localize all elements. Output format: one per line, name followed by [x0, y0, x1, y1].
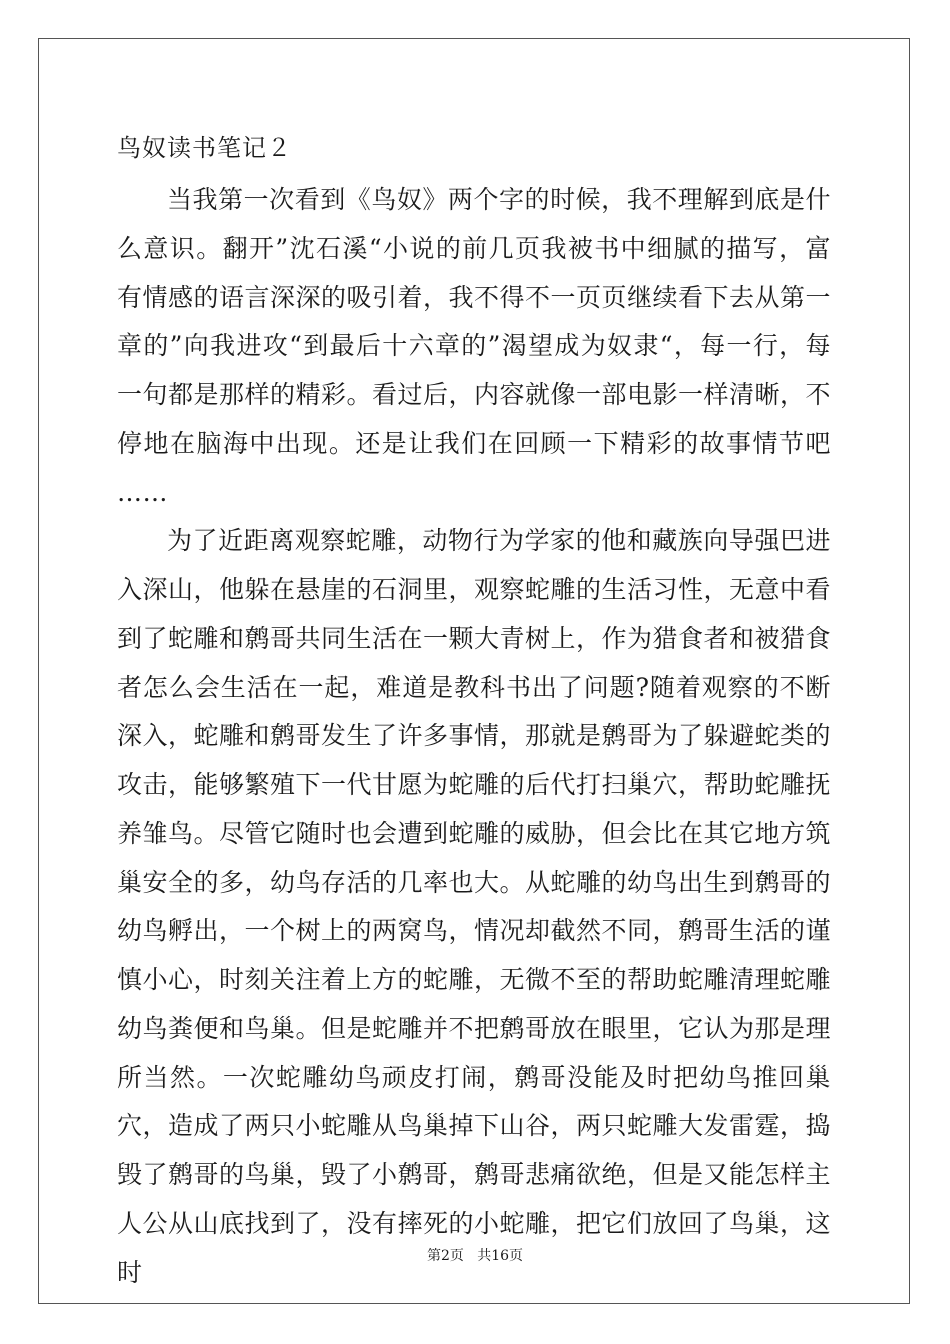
page-number-footer: 第2页 共16页 [426, 1248, 524, 1264]
document-title: 鸟奴读书笔记２ [117, 134, 292, 162]
paragraph-story: 为了近距离观察蛇雕，动物行为学家的他和藏族向导强巴进入深山，他躲在悬崖的石洞里，观察蛇雕的生活习性，无意中看到了蛇雕和鹩哥共同生活在一颗大青树上，作为猎食者和被猎食者怎么会生活在一起，难道是教科书出了问题?随着观察的不断深入，蛇雕和鹩哥发生了许多事情，那就是鹩哥为了躲避蛇类的攻击，能够繁殖下一代甘愿为蛇雕的后代打扫巢穴，帮助蛇雕抚养雏鸟。尽管它随时也会遭到蛇雕的威胁，但会比在其它地方筑巢安全的多，幼鸟存活的几率也大。从蛇雕的幼鸟出生到鹩哥的幼鸟孵出，一个树上的两窝鸟，情况却截然不同，鹩哥生活的谨慎小心，时刻关注着上方的蛇雕，无微不至的帮助蛇雕清理蛇雕幼鸟粪便和鸟巢。但是蛇雕并不把鹩哥放在眼里，它认为那是理所当然。一次蛇雕幼鸟顽皮打闹，鹩哥没能及时把幼鸟推回巢穴，造成了两只小蛇雕从鸟巢掉下山谷，两只蛇雕大发雷霆，捣毁了鹩哥的鸟巢，毁了小鹩哥，鹩哥悲痛欲绝，但是又能怎样主人公从山底找到了，没有摔死的小蛇雕，把它们放回了鸟巢，这时 [117, 526, 832, 1287]
paragraph-intro: 当我第一次看到《鸟奴》两个字的时候，我不理解到底是什么意识。翻开”沈石溪“小说的前几页我被书中细腻的描写，富有情感的语言深深的吸引着，我不得不一页页继续看下去从第一章的”向我进攻“到最后十六章的”渴望成为奴隶“，每一行，每一句都是那样的精彩。看过后，内容就像一部电影一样清晰，不停地在脑海中出现。还是让我们在回顾一下精彩的故事情节吧 …… [117, 185, 832, 507]
document-body [117, 176, 831, 1297]
